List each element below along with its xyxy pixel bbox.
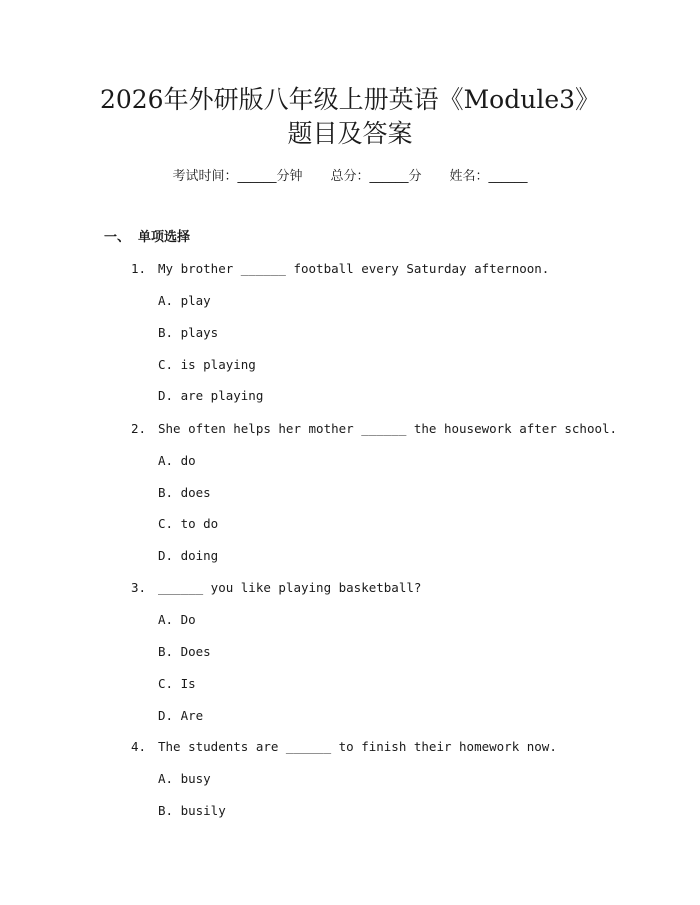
question-text: She often helps her mother ______ the housework after school. [158,421,618,436]
name-label: 姓名：______ [449,169,528,184]
page-title: 2026年外研版八年级上册英语《Module3》 [99,85,601,114]
answer-option: B. plays [158,325,219,340]
answer-option: B. does [158,485,211,500]
question-text: My brother ______ football every Saturday afternoon. [158,261,550,276]
exam-meta [0,168,700,186]
answer-option: A. do [158,453,196,468]
answer-option: A. play [158,293,211,308]
answer-option: C. Is [158,676,196,691]
answer-option: B. Does [158,644,211,659]
answer-option: D. Are [158,708,204,723]
section-number: 一、 [104,230,131,245]
answer-option: D. are playing [158,388,264,403]
section-heading [104,229,190,247]
answer-option: A. busy [158,771,211,786]
question-number: 4. [131,739,147,754]
question-number: 1. [131,261,147,276]
section-title: 单项选择 [138,230,191,245]
exam-time-label: 考试时间：______分钟 [172,169,303,184]
total-score-label: 总分：______分 [330,169,422,184]
answer-option: C. to do [158,516,219,531]
answer-option: A. Do [158,612,196,627]
answer-option: D. doing [158,548,219,563]
answer-option: B. busily [158,803,226,818]
question-text: ______ you like playing basketball? [158,580,422,595]
page-subtitle: 题目及答案 [287,119,413,148]
answer-option: C. is playing [158,357,256,372]
question-text: The students are ______ to finish their homework now. [158,739,557,754]
question-number: 2. [131,421,147,436]
question-number: 3. [131,580,147,595]
